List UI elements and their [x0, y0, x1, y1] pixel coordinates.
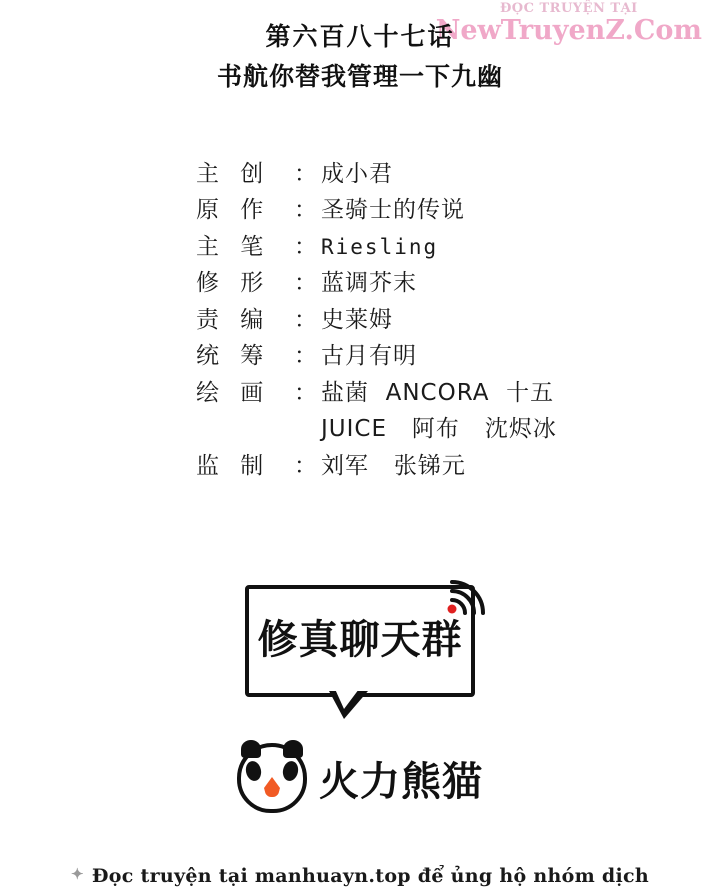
credit-row	[196, 379, 666, 408]
credit-row	[196, 160, 666, 189]
panda-eye-right-icon	[281, 760, 300, 783]
credit-value: 圣骑士的传说	[321, 197, 465, 224]
credit-label: 原 作	[196, 197, 271, 224]
credit-colon: ：	[294, 306, 317, 333]
footer-note	[0, 865, 720, 891]
chapter-subtitle: 书航你替我管理一下九幽	[216, 61, 503, 91]
credit-label: 主 笔	[196, 233, 271, 260]
credit-value: 盐菌 ANCORA 十五	[321, 379, 555, 406]
credit-label: 绘 画	[196, 379, 271, 406]
credit-value: JUICE 阿布 沈烬冰	[321, 416, 557, 443]
credit-colon: ：	[294, 197, 317, 224]
speech-bubble-tail-icon	[329, 691, 368, 719]
credit-label: 监 制	[196, 452, 271, 479]
credit-colon: ：	[294, 233, 317, 260]
wifi-icon	[443, 573, 487, 617]
credit-label: 统 筹	[196, 343, 271, 370]
flame-icon	[264, 777, 280, 797]
panda-eye-left-icon	[244, 760, 263, 783]
footer-note-text: Đọc truyện tại manhuayn.top để ủng hộ nhóm dịch	[91, 865, 650, 887]
credit-label: 责 编	[196, 306, 271, 333]
credit-colon: ：	[294, 452, 317, 479]
chapter-title: 第六百八十七话	[265, 22, 455, 51]
credit-row	[196, 342, 666, 371]
series-logo	[0, 585, 720, 813]
studio-mark	[237, 743, 483, 813]
watermark-line-1: ĐỌC TRUYỆN TẠI	[499, 1, 638, 16]
credit-colon: ：	[294, 343, 317, 370]
credit-value: 刘军 张锑元	[321, 452, 466, 479]
star-icon: ✦	[70, 865, 84, 883]
credit-value: 古月有明	[321, 343, 417, 370]
credit-row	[196, 415, 666, 444]
credit-row	[196, 306, 666, 335]
chapter-heading	[0, 20, 720, 94]
bubble-title: 修真聊天群	[257, 617, 463, 663]
credit-colon: ：	[294, 379, 317, 406]
credit-label: 主 创	[196, 161, 271, 187]
credits-list	[196, 160, 666, 488]
panda-ear-left-icon	[241, 740, 261, 758]
credit-row	[196, 196, 666, 225]
credit-label: 修 形	[196, 270, 271, 297]
credit-row	[196, 269, 666, 298]
speech-bubble-logo	[245, 585, 475, 697]
credit-colon: ：	[294, 270, 317, 297]
credit-row	[196, 233, 666, 262]
credit-value: Riesling	[321, 234, 439, 259]
watermark-line-2: NewTruyenZ.Com	[435, 15, 702, 46]
credit-value: 蓝调芥末	[321, 270, 417, 297]
panda-face-icon	[237, 743, 307, 813]
panda-ear-right-icon	[283, 740, 303, 758]
credit-value: 史莱姆	[321, 306, 393, 333]
credit-row	[196, 452, 666, 481]
studio-name: 火力熊猫	[319, 758, 483, 805]
credit-colon: ：	[294, 161, 317, 187]
credit-value: 成小君	[321, 161, 393, 187]
